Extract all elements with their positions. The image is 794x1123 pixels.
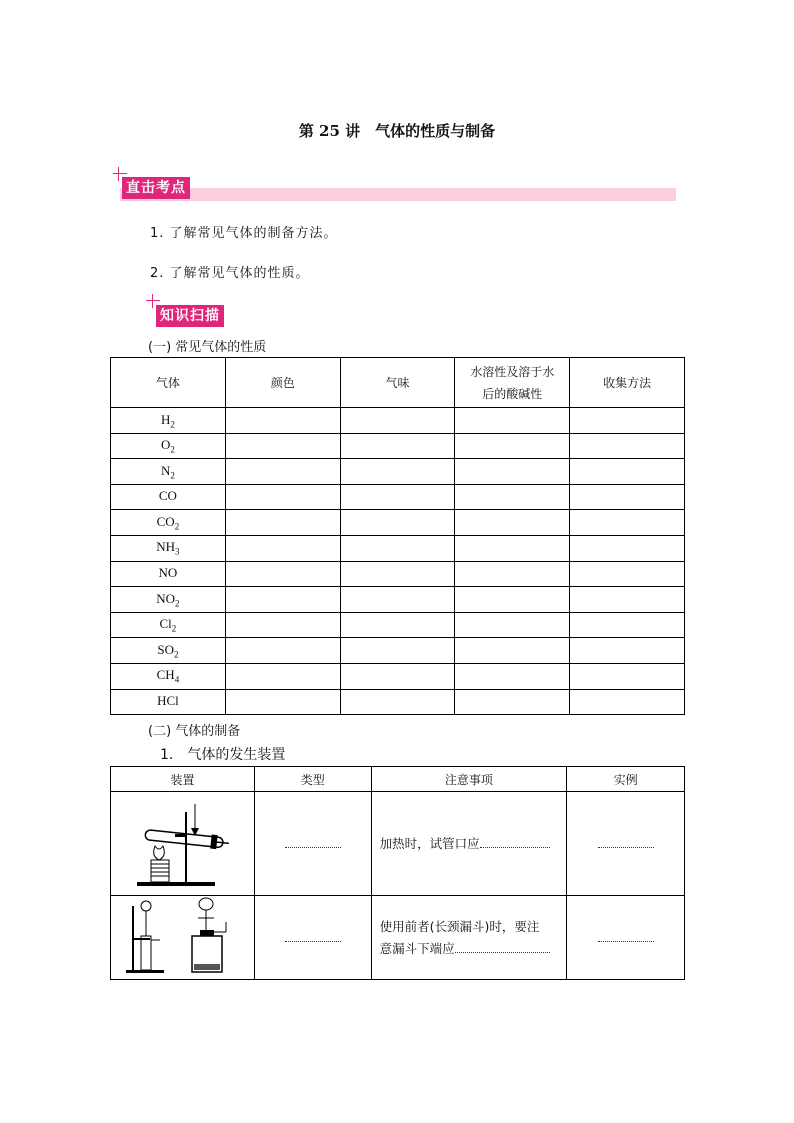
- banner-corner-mark: [146, 300, 160, 301]
- blank-cell[interactable]: [570, 535, 685, 561]
- blank-line[interactable]: [455, 951, 550, 953]
- blank-cell[interactable]: [225, 535, 340, 561]
- blank-cell[interactable]: [340, 689, 455, 715]
- gas-formula: Cl: [159, 616, 172, 632]
- note-text: 加热时，试管口应: [379, 835, 480, 851]
- gas-formula-cell: [111, 689, 226, 715]
- section-badge-objectives: 直击考点: [122, 177, 190, 199]
- blank-cell[interactable]: [225, 408, 340, 434]
- gas-formula-cell: [111, 433, 226, 459]
- section-banner-line: [120, 188, 676, 201]
- blank-cell[interactable]: [225, 510, 340, 536]
- table-row: [111, 587, 685, 613]
- table-row: [111, 561, 685, 587]
- blank-line[interactable]: [598, 837, 654, 848]
- blank-line[interactable]: [480, 846, 550, 848]
- blank-cell[interactable]: [455, 612, 570, 638]
- blank-cell[interactable]: [455, 459, 570, 485]
- blank-cell[interactable]: [570, 561, 685, 587]
- blank-cell[interactable]: [225, 561, 340, 587]
- blank-cell[interactable]: [455, 638, 570, 664]
- blank-cell[interactable]: [340, 638, 455, 664]
- gas-formula-cell: [111, 663, 226, 689]
- gas-formula: NH: [156, 539, 176, 555]
- gas-formula-subscript: 2: [170, 419, 175, 430]
- apparatus-heating-cell: [111, 792, 255, 896]
- gas-properties-table: [110, 357, 685, 715]
- table-row: [111, 896, 685, 980]
- table-row: [111, 433, 685, 459]
- blank-cell[interactable]: [340, 433, 455, 459]
- table-header-row: [111, 358, 685, 408]
- blank-cell[interactable]: [455, 510, 570, 536]
- table-row: [111, 459, 685, 485]
- page-title: 第 25 讲 气体的性质与制备: [298, 122, 496, 140]
- gas-formula-cell: [111, 561, 226, 587]
- blank-cell[interactable]: [570, 510, 685, 536]
- blank-cell[interactable]: [225, 612, 340, 638]
- blank-cell[interactable]: [570, 587, 685, 613]
- gas-formula-cell: [111, 510, 226, 536]
- solid-liquid-apparatus-icon: [122, 896, 242, 976]
- gas-formula: SO: [157, 641, 174, 657]
- blank-cell[interactable]: [340, 408, 455, 434]
- gas-formula: O: [160, 437, 171, 453]
- gas-formula-cell: [111, 535, 226, 561]
- blank-cell[interactable]: [225, 484, 340, 510]
- part2-heading: (二) 气体的制备: [148, 724, 241, 739]
- blank-cell[interactable]: [340, 561, 455, 587]
- banner-corner-mark: [152, 294, 153, 308]
- blank-cell[interactable]: [340, 510, 455, 536]
- gas-formula: CH: [156, 667, 175, 683]
- header-example: 实例: [567, 767, 685, 792]
- example-blank-cell: [567, 792, 685, 896]
- gas-formula: CO: [158, 488, 177, 504]
- example-blank-cell: [567, 896, 685, 980]
- blank-cell[interactable]: [340, 612, 455, 638]
- blank-cell[interactable]: [570, 612, 685, 638]
- gas-formula-subscript: 4: [174, 675, 180, 686]
- blank-cell[interactable]: [225, 638, 340, 664]
- blank-cell[interactable]: [225, 663, 340, 689]
- table-row: [111, 612, 685, 638]
- header-odor: 气味: [340, 358, 455, 408]
- blank-cell[interactable]: [570, 408, 685, 434]
- blank-cell[interactable]: [340, 535, 455, 561]
- blank-cell[interactable]: [570, 663, 685, 689]
- note-text-line2: 意漏斗下端应: [379, 940, 455, 956]
- gas-formula-subscript: 2: [170, 470, 175, 481]
- header-solubility-line1: 水溶性及溶于水: [470, 364, 555, 379]
- blank-cell[interactable]: [455, 408, 570, 434]
- blank-cell[interactable]: [455, 689, 570, 715]
- gas-formula-subscript: 3: [175, 547, 180, 558]
- gas-formula: NO: [158, 565, 178, 581]
- blank-cell[interactable]: [225, 587, 340, 613]
- table-row: [111, 535, 685, 561]
- blank-cell[interactable]: [455, 484, 570, 510]
- type-blank-cell: [254, 792, 371, 896]
- gas-formula-cell: [111, 638, 226, 664]
- apparatus-liquid-cell: [111, 896, 255, 980]
- banner-corner-mark: [113, 173, 127, 174]
- gas-formula-cell: [111, 484, 226, 510]
- table-row: [111, 484, 685, 510]
- gas-generation-table: [110, 766, 685, 980]
- blank-cell[interactable]: [455, 663, 570, 689]
- part1-heading: (一) 常见气体的性质: [148, 340, 267, 355]
- blank-cell[interactable]: [340, 663, 455, 689]
- header-solubility-line2: 后的酸碱性: [482, 386, 543, 401]
- gas-formula: HCl: [157, 693, 179, 709]
- blank-cell[interactable]: [455, 433, 570, 459]
- objective-item: 2. 了解常见气体的性质。: [150, 266, 310, 281]
- blank-cell[interactable]: [455, 535, 570, 561]
- blank-cell[interactable]: [225, 459, 340, 485]
- header-solubility: [455, 358, 570, 408]
- solid-heating-apparatus-icon: [127, 794, 237, 890]
- gas-formula-cell: [111, 587, 226, 613]
- gas-formula: NO: [156, 590, 176, 606]
- section-badge-knowledge: 知识扫描: [156, 305, 224, 327]
- table-header-row: [111, 767, 685, 792]
- blank-cell[interactable]: [570, 433, 685, 459]
- table-row: [111, 510, 685, 536]
- blank-cell[interactable]: [570, 638, 685, 664]
- header-apparatus: 装置: [111, 767, 255, 792]
- header-notes: 注意事项: [371, 767, 567, 792]
- blank-cell[interactable]: [570, 459, 685, 485]
- table-row: [111, 663, 685, 689]
- gas-formula-subscript: 2: [170, 444, 175, 455]
- header-gas: 气体: [111, 358, 226, 408]
- table-row: [111, 792, 685, 896]
- blank-line[interactable]: [598, 931, 654, 942]
- table-row: [111, 638, 685, 664]
- blank-cell[interactable]: [225, 689, 340, 715]
- blank-line[interactable]: [285, 837, 341, 848]
- gas-formula-subscript: 2: [173, 649, 179, 660]
- header-type: 类型: [254, 767, 371, 792]
- blank-cell[interactable]: [340, 484, 455, 510]
- type-blank-cell: [254, 896, 371, 980]
- blank-cell[interactable]: [455, 587, 570, 613]
- note-cell: [371, 896, 567, 980]
- blank-cell[interactable]: [225, 433, 340, 459]
- blank-cell[interactable]: [570, 689, 685, 715]
- part2-subheading: 1. 气体的发生装置: [160, 747, 286, 763]
- blank-line[interactable]: [285, 931, 341, 942]
- blank-cell[interactable]: [455, 561, 570, 587]
- banner-corner-mark: [118, 167, 119, 181]
- gas-formula-subscript: 2: [175, 598, 180, 609]
- blank-cell[interactable]: [570, 484, 685, 510]
- table-row: [111, 689, 685, 715]
- gas-formula: CO: [156, 513, 175, 529]
- gas-formula-subscript: 2: [171, 623, 177, 634]
- gas-formula-subscript: 2: [174, 521, 180, 532]
- header-color: 颜色: [225, 358, 340, 408]
- blank-cell[interactable]: [340, 587, 455, 613]
- note-text-line1: 使用前者(长颈漏斗)时，要注: [379, 918, 540, 934]
- table-row: [111, 408, 685, 434]
- gas-formula-cell: [111, 459, 226, 485]
- header-collection: 收集方法: [570, 358, 685, 408]
- gas-formula-cell: [111, 408, 226, 434]
- gas-formula: H: [160, 411, 171, 427]
- blank-cell[interactable]: [340, 459, 455, 485]
- note-cell: [371, 792, 567, 896]
- gas-formula-cell: [111, 612, 226, 638]
- objective-item: 1. 了解常见气体的制备方法。: [150, 226, 338, 241]
- gas-formula: N: [160, 462, 171, 478]
